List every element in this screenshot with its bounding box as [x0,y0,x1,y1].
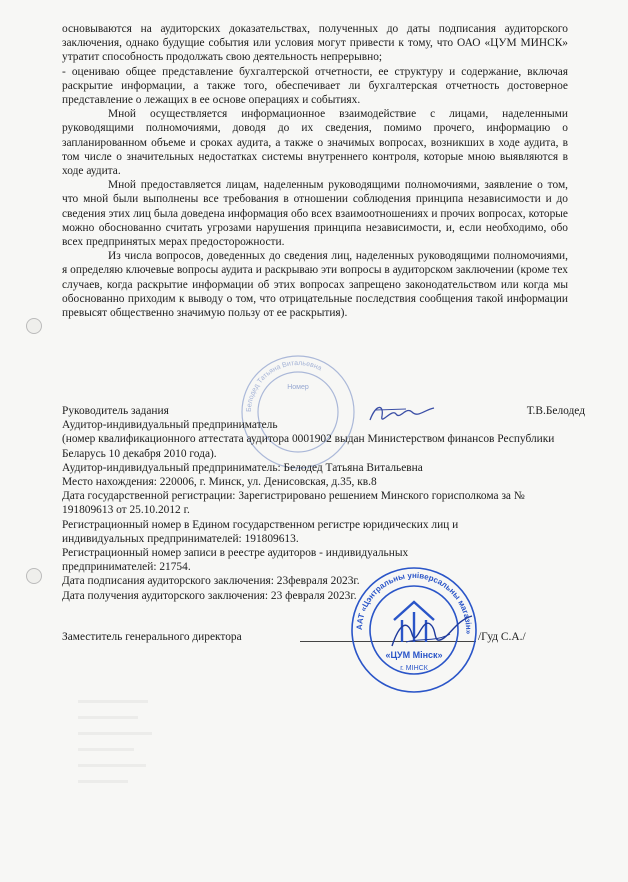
signature-row [62,404,585,418]
deputy-name: /Гуд С.А./ [478,631,526,643]
company-stamp-center: «ЦУМ Мінск» [385,650,443,660]
bleed-through [78,700,148,703]
paragraph: - оцениваю общее представление бухгалтерской отчетности, ее структуру и содержание, включая раскрытие информации, а также того, обеспечивает ли бухгалтерская отчетность достоверное представление о лежащих в ее основе операциях и событиях. [62,65,568,107]
info-line: Аудитор-индивидуальный предприниматель [62,419,278,432]
punch-hole [26,568,42,584]
deputy-signature [386,612,476,656]
auditor-info-block [62,404,585,603]
paragraph: основываются на аудиторских доказательствах, полученных до даты подписания аудиторского заключения, однако будущие события или условия могут привести к тому, что ОАО «ЦУМ МИНСК» утратит способность продолжать свою деятельность непрерывно; [62,23,568,64]
info-line: Дата получения аудиторского заключения: 23 февраля 2023г. [62,589,357,602]
info-line: Дата подписания аудиторского заключения: 23февраля 2023г. [62,575,360,588]
info-line: Регистрационный номер в Едином государственном регистре юридических лиц и индивидуальных предпринимателей: 191809613. [62,518,459,545]
signature-role: Руководитель задания [62,405,169,417]
signature-name: Т.В.Белодед [526,405,585,417]
info-line: Аудитор-индивидуальный предприниматель: Белодед Татьяна Витальевна [62,461,423,474]
company-stamp-ring-text: ААТ «Цэнтральны універсальны магазін» [354,570,474,635]
bleed-through [78,716,138,719]
punch-hole [26,318,42,334]
info-line: Место нахождения: 220006, г. Минск, ул. Денисовская, д.35, кв.8 [62,476,377,488]
auditor-stamp-ring-text: Белодед Татьяна Витальевна [245,359,323,413]
company-stamp-city: г. МІНСК [400,665,428,672]
info-line: Дата государственной регистрации: Зарегистрировано решением Минского горисполкома за № 191809613 от 25.10.2012 г. [62,490,525,517]
paragraph: Мной предоставляется лицам, наделенным руководящими полномочиями, заявление о том, что мной были выполнены все требования в отношении соблюдения принципа независимости и до сведения этих лиц была доведена информация обо всех взаимоотношениях и прочих вопросах, которые можно обоснованно считать угрозами нарушения принципа независимости, и, если необходимо, обо всех предпринятых мерах предосторожности. [62,179,568,249]
deputy-role: Заместитель генерального директора [62,631,242,643]
info-line: (номер квалификационного аттестата аудитора 0001902 выдан Министерством финансов Республики Беларусь 10 декабря 2010 года). [62,433,555,460]
bleed-through [78,748,134,751]
paragraph: Из числа вопросов, доведенных до сведения лиц, наделенных руководящими полномочиями, я определяю ключевые вопросы аудита и раскрываю эти вопросы в аудиторском заключении (кроме тех случаев, когда раскрытие информации об этих вопросах запрещено законодательством или когда мы обоснованно приходим к выводу о том, что отрицательные последствия сообщения такой информации превысят общественно значимую пользу от ее раскрытия). [62,250,568,320]
info-line: Регистрационный номер записи в реестре аудиторов - индивидуальных предпринимателей: 21754. [62,547,409,574]
bleed-through [78,732,152,735]
bleed-through [78,764,146,767]
paragraph: Мной осуществляется информационное взаимодействие с лицами, наделенными руководящими полномочиями, доводя до их сведения, помимо прочего, информацию о запланированном объеме и сроках аудита, а также о значимых вопросах, возникших в ходе аудита, в том числе о значительных недостатках системы внутреннего контроля, которые мною выявляются в ходе аудита. [62,108,568,178]
body-text [62,22,568,320]
bleed-through [78,780,128,783]
auditor-stamp-label: Номер [287,384,309,391]
